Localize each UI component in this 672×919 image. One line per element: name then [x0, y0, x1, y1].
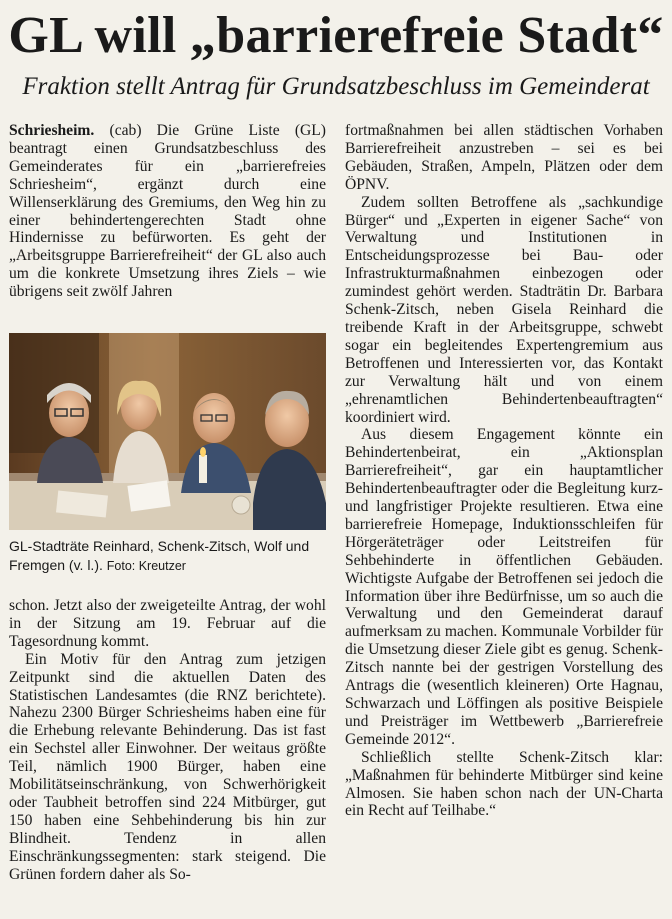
- left-column-bottom: [9, 597, 326, 884]
- photo-illustration: [9, 333, 326, 530]
- intro-paragraph: (cab) Die Grüne Liste (GL) beantragt einen Grundsatzbeschluss des Gemeinderates für ein „barrierefreies Schriesheim“, ergänzt durch eine Willenserklärung des Gremiums, den Weg hin zu einer behindertengerechten Stadt ohne Hindernisse zu befürworten. Es geht der „Arbeitsgruppe Barrierefreiheit“ der GL also auch um die konkrete Umsetzung ihres Ziels – wie übrigens seit zwölf Jahren: [9, 122, 326, 301]
- right-paragraph-2: Zudem sollten Betroffene als „sachkundige Bürger“ und „Experten in eigener Sache“ von Verwaltung und Institutionen in Entscheidungsprozesse bei Bau- oder Infrastrukturmaßnahmen einbezogen oder zumindest gehört werden. Stadträtin Dr. Barbara Schenk-Zitsch, neben Gisela Reinhard die treibende Kraft in der Arbeitsgruppe, schwebt sogar ein begleitendes Expertengremium aus Betroffenen und Interessierten vor, das Kontakt zur Verwaltung hält und von einem „ehrenamtlichen Behindertenbeauftragten“ koordiniert wird.: [345, 193, 663, 426]
- left-continuation: schon. Jetzt also der zweigeteilte Antrag, der wohl in der Sitzung am 19. Februar auf die Tagesordnung kommt.: [9, 597, 326, 650]
- right-paragraph-1: fortmaßnahmen bei allen städtischen Vorhaben Barrierefreiheit anzustreben – sei es bei Gebäuden, Straßen, Ampeln, Plätzen oder dem ÖPNV.: [345, 122, 663, 193]
- left-column-top: [9, 122, 326, 301]
- right-column: [345, 122, 663, 820]
- photo-caption: [9, 537, 326, 575]
- article-subheadline: Fraktion stellt Antrag für Grundsatzbeschluss im Gemeinderat: [22, 73, 650, 100]
- left-paragraph-2: Ein Motiv für den Antrag zum jetzigen Zeitpunkt sind die aktuellen Daten des Statistischen Landesamtes (die RNZ berichtete). Nahezu 2300 Bürger Schriesheims haben eine für die Erhebung relevante Behinderung. Das ist fast ein Sechstel aller Einwohner. Der weitaus größte Teil, nämlich 1900 Bürger, haben eine Mobilitätseinschränkung, von Schwerhörigkeit oder Taubheit betroffen sind 224 Mitbürger, gut 150 haben eine Sehbehinderung bis hin zur Blindheit. Tendenz in allen Einschränkungssegmenten: stark steigend. Die Grünen fordern daher als So-: [9, 650, 326, 883]
- dateline: Schriesheim.: [9, 122, 95, 139]
- article-headline: GL will „barrierefreie Stadt“: [8, 7, 664, 64]
- caption-text: GL-Stadträte Reinhard, Schenk-Zitsch, Wolf und Fremgen (v. l.).: [9, 538, 310, 573]
- right-paragraph-3: Aus diesem Engagement könnte ein Behindertenbeirat, ein „Aktionsplan Barrierefreiheit“, gar ein hauptamtlicher Behindertenbeauftragter oder die Begleitung kurz- und langfristiger Projekte resultieren. Etwa eine barrierefreie Homepage, Induktionsschleifen für Hörgeräteträger oder Leitstreifen für Sehbehinderte in öffentlichen Gebäuden. Wichtigste Aufgabe der Betroffenen sei jedoch die Information über ihre Bedürfnisse, um so auch die Verwaltung und den Gemeinderat darauf aufmerksam zu machen. Kommunale Vorbilder für die Umsetzung dieser Ziele gibt es genug. Schenk-Zitsch nannte bei der gestrigen Vorstellung des Antrags die (wesentlich kleineren) Orte Hagnau, Schwarzach und Löffingen als positive Beispiele und Preisträger im Wettbewerb „Barrierefreie Gemeinde 2012“.: [345, 426, 663, 748]
- right-paragraph-4: Schließlich stellte Schenk-Zitsch klar: „Maßnahmen für behinderte Mitbürger sind keine Almosen. Sie haben schon nach der UN-Charta ein Recht auf Teilhabe.“: [345, 748, 663, 820]
- photo-credit: Foto: Kreutzer: [106, 558, 186, 573]
- article-photo: [9, 333, 326, 530]
